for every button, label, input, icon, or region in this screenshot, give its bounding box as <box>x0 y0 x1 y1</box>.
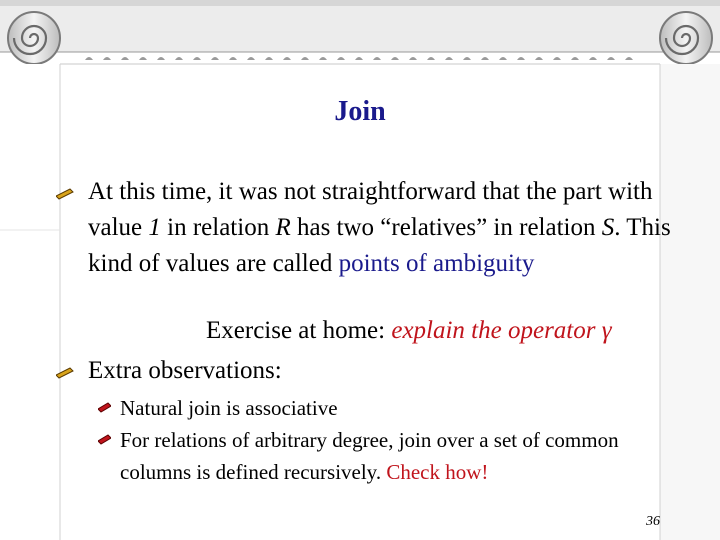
sub-bullet-recursive <box>120 424 680 488</box>
sub-bullet-marker-icon <box>98 402 111 413</box>
page-number: 36 <box>646 514 660 529</box>
value-one: 1 <box>148 214 161 241</box>
text-segment: has two “relatives” in relation <box>290 214 602 241</box>
sub-bullet-marker-icon <box>98 434 111 445</box>
text-segment: At this time, it was not straightforward that the part with value <box>88 178 653 241</box>
bullet-extra-observations <box>88 353 678 389</box>
bullet-marker-icon <box>56 187 74 201</box>
check-how-link: Check how! <box>386 460 489 484</box>
slide-title: Join <box>334 96 386 127</box>
points-of-ambiguity-term: points of ambiguity <box>338 250 535 277</box>
sub-bullet-text: For relations of arbitrary degree, join over a set of common columns is defined recursively. <box>120 428 619 484</box>
bullet-marker-icon <box>56 366 74 380</box>
exercise-highlight: explain the operator γ <box>391 317 612 344</box>
text-segment: . This kind of values are called <box>88 214 671 277</box>
text-segment: in relation <box>160 214 276 241</box>
sub-bullet-text: Natural join is associative <box>120 396 338 420</box>
exercise-line <box>206 313 676 349</box>
bullet-text: Extra observations: <box>88 357 282 384</box>
exercise-prefix: Exercise at home: <box>206 317 392 344</box>
relation-s: S <box>601 214 615 241</box>
bullet-ambiguity <box>88 174 678 282</box>
sub-bullet-associative <box>120 392 680 424</box>
relation-r: R <box>275 214 291 241</box>
